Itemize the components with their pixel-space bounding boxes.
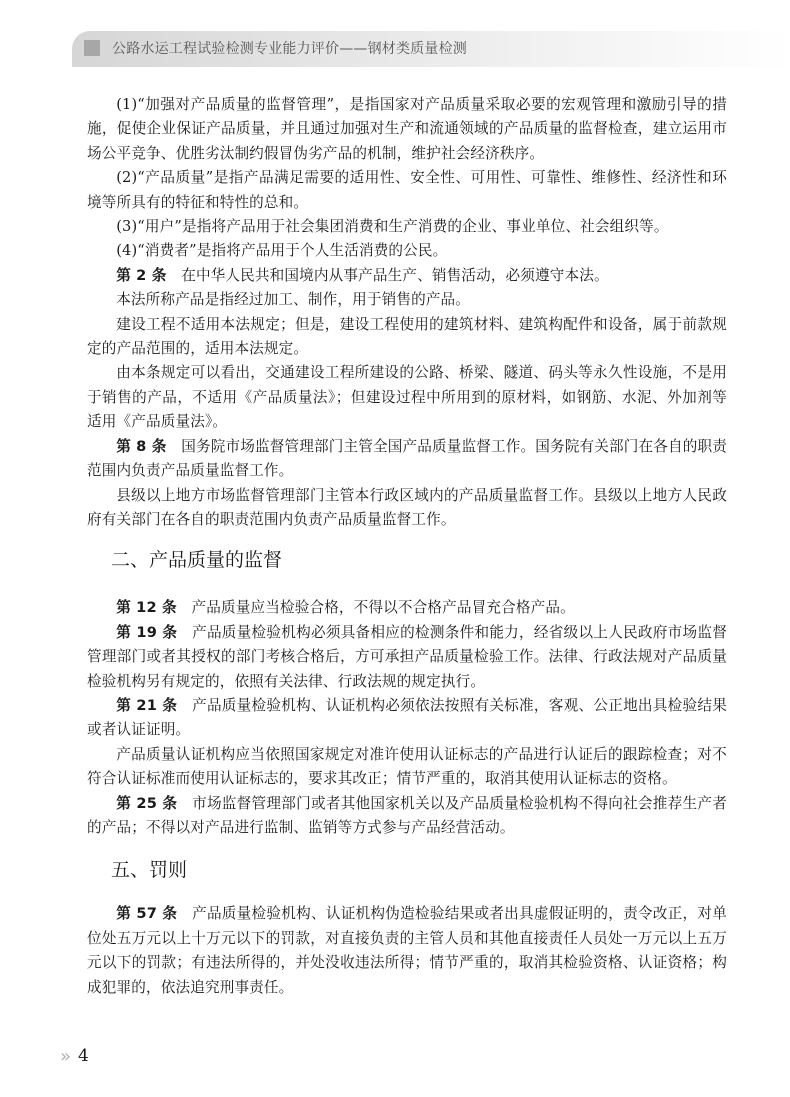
paragraph-3: (3)“用户”是指将产品用于社会集团消费和生产消费的企业、事业单位、社会组织等。 [116,218,669,236]
paragraph-7: 建设工程不适用本法规定；但是，建设工程使用的建筑材料、建筑构配件和设备，属于前款规定的产品范围的，适用本法规定。 [87,315,727,358]
paragraph-10: 县级以上地方市场监督管理部门主管本行政区域内的产品质量监督工作。县级以上地方人民政府有关部门在各自的职责范围内负责产品质量监督工作。 [87,486,727,528]
article-21 [87,694,727,743]
article-12-label: 第 12 条 [116,599,177,617]
article-12 [87,596,727,620]
page-footer [60,1044,89,1068]
paragraph-8: 由本条规定可以看出，交通建设工程所建设的公路、桥梁、隧道、码头等永久性设施，不是用于销售的产品，不适用《产品质量法》；但建设过程中所用到的原材料，如钢筋、水泥、外加剂等适用《产品质量法》。 [87,364,727,431]
double-chevron-icon: » [60,1045,69,1067]
page-number: 4 [78,1046,89,1066]
article-57-text: 产品质量检验机构、认证机构伪造检验结果或者出具虚假证明的，责令改正，对单位处五万元以上十万元以下的罚款，对直接负责的主管人员和其他直接责任人员处一万元以上五万元以下的罚款；有违法所得的，并处没收违法所得；情节严重的，取消其检验资格、认证资格；构成犯罪的，依法追究刑事责任。 [87,905,727,996]
article-21-label: 第 21 条 [116,696,178,714]
article-19-text: 产品质量检验机构必须具备相应的检测条件和能力，经省级以上人民政府市场监督管理部门或者其授权的部门考核合格后，方可承担产品质量检验工作。法律、行政法规对产品质量检验机构另有规定的，依照有关法律、行政法规的规定执行。 [87,623,727,690]
article-8-label: 第 8 条 [116,437,167,455]
article-2-text: 在中华人民共和国境内从事产品生产、销售活动，必须遵守本法。 [166,266,609,284]
article-12-text: 产品质量应当检验合格，不得以不合格产品冒充合格产品。 [176,599,575,617]
page-body [87,93,727,1000]
section-heading-penalties: 五、罚则 [111,859,188,882]
section-heading-supervision: 二、产品质量的监督 [111,549,283,572]
article-8-text: 国务院市场监督管理部门主管全国产品质量监督工作。国务院有关部门在各自的职责范围内负责产品质量监督工作。 [87,437,727,480]
paragraph-6: 本法所称产品是指经过加工、制作，用于销售的产品。 [116,291,471,309]
article-2 [87,264,727,288]
paragraph-1: (1)“加强对产品质量的监督管理”，是指国家对产品质量采取必要的宏观管理和激励引导的措施，促使企业保证产品质量，并且通过加强对生产和流通领域的产品质量的监督检查，建立运用市场公平竞争、优胜劣汰制约假冒伪劣产品的机制，维护社会经济秩序。 [87,96,727,162]
paragraph-4: (4)“消费者”是指将产品用于个人生活消费的公民。 [116,242,448,260]
paragraph-2: (2)“产品质量”是指产品满足需要的适用性、安全性、可用性、可靠性、维修性、经济性和环境等所具有的特征和特性的总和。 [87,169,727,211]
article-57 [87,902,727,1000]
article-57-label: 第 57 条 [116,905,178,923]
article-21-text: 产品质量检验机构、认证机构必须依法按照有关标准，客观、公正地出具检验结果或者认证证明。 [87,696,727,739]
article-25 [87,792,727,841]
header-square-icon [84,40,100,56]
header-title: 公路水运工程试验检测专业能力评价——钢材类质量检测 [112,41,467,57]
running-header [0,0,790,66]
article-8 [87,435,727,484]
article-19-label: 第 19 条 [116,623,178,641]
article-25-label: 第 25 条 [116,794,178,812]
article-19 [87,621,727,694]
paragraph-certification: 产品质量认证机构应当依照国家规定对准许使用认证标志的产品进行认证后的跟踪检查；对不符合认证标准而使用认证标志的，要求其改正；情节严重的，取消其使用认证标志的资格。 [87,745,727,788]
article-2-label: 第 2 条 [116,266,167,284]
article-25-text: 市场监督管理部门或者其他国家机关以及产品质量检验机构不得向社会推荐生产者的产品；不得以对产品进行监制、监销等方式参与产品经营活动。 [87,794,727,836]
